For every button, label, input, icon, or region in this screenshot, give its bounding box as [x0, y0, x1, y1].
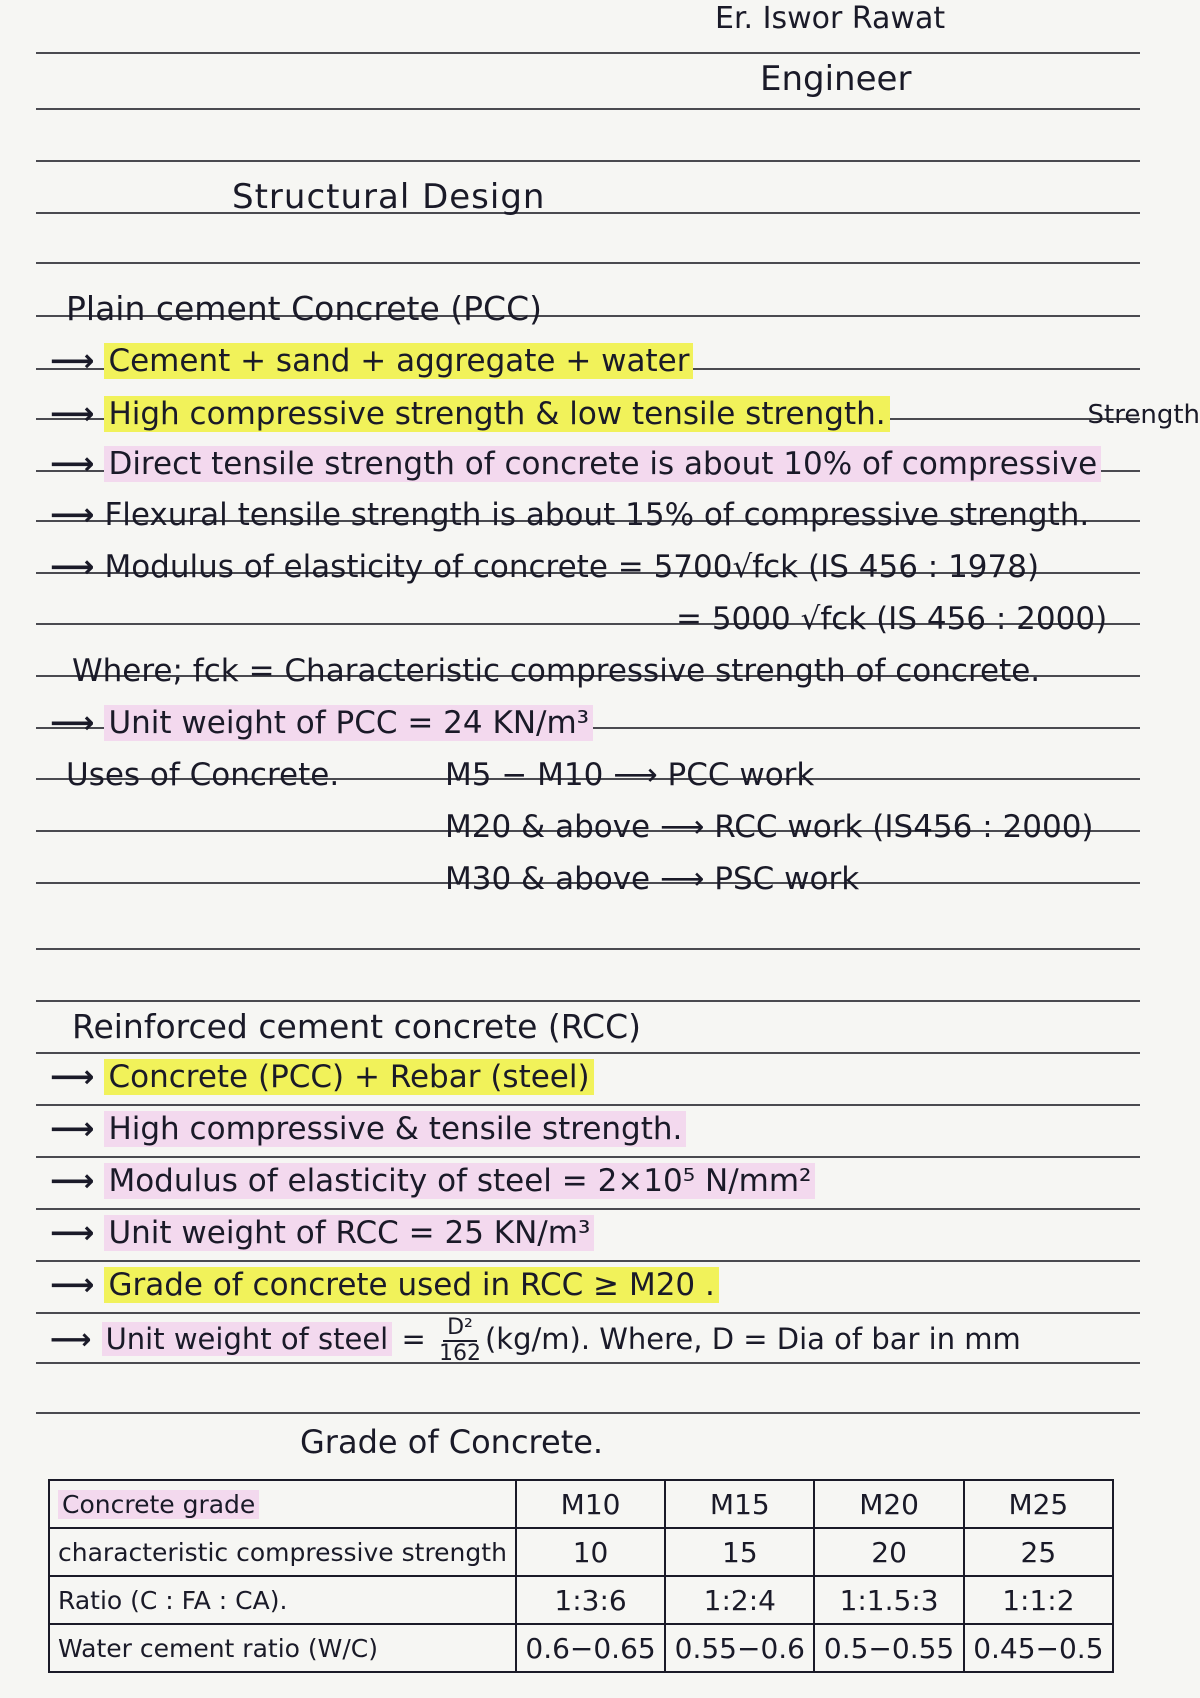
author-name: Er. Iswor Rawat: [715, 1, 946, 36]
ruled-line: [36, 212, 1140, 214]
table-cell: M20: [814, 1480, 963, 1528]
ruled-line: [36, 1208, 1140, 1210]
pcc-line-6: = 5000 √fck (IS 456 : 2000): [676, 601, 1108, 637]
steel-weight-label: Unit weight of steel: [102, 1322, 393, 1356]
ruled-line: [36, 108, 1140, 110]
steel-weight-rest: (kg/m). Where, D = Dia of bar in mm: [484, 1322, 1021, 1357]
pcc-line-text: Flexural tensile strength is about 15% of compressive strength.: [104, 497, 1090, 533]
table-cell: M10: [516, 1480, 665, 1528]
arrow-right-icon: ⟶: [50, 1059, 95, 1095]
author-role: Engineer: [760, 59, 912, 99]
table-cell: [49, 1480, 516, 1528]
table-row: [49, 1624, 1113, 1672]
rcc-line-3: [50, 1164, 815, 1200]
table-cell: Ratio (C : FA : CA).: [49, 1576, 516, 1624]
arrow-right-icon: ⟶: [50, 549, 95, 585]
pcc-line-2: [50, 397, 890, 433]
pcc-line-text: Modulus of elasticity of concrete = 5700√fck (IS 456 : 1978): [104, 549, 1040, 585]
rcc-line-text: Modulus of elasticity of steel = 2×10⁵ N/mm²: [104, 1163, 815, 1199]
rcc-line-steel: [50, 1316, 1021, 1366]
grade-table-title: Grade of Concrete.: [300, 1423, 604, 1461]
rcc-line-text: Concrete (PCC) + Rebar (steel): [104, 1059, 593, 1095]
pcc-line-7: Where; fck = Characteristic compressive strength of concrete.: [72, 653, 1041, 689]
ruled-line: [36, 1412, 1140, 1414]
arrow-right-icon: ⟶: [50, 705, 95, 741]
pcc-line-text: Direct tensile strength of concrete is about 10% of compressive: [104, 446, 1101, 482]
pcc-line-text: High compressive strength & low tensile strength.: [104, 396, 889, 432]
rcc-line-text: Unit weight of RCC = 25 KN/m³: [104, 1215, 594, 1251]
pcc-line-3: [50, 447, 1101, 483]
ruled-line: [36, 52, 1140, 54]
pcc-line-text: Unit weight of PCC = 24 KN/m³: [104, 705, 593, 741]
arrow-right-icon: ⟶: [50, 1111, 95, 1147]
table-cell: 0.5−0.55: [814, 1624, 963, 1672]
ruled-line: [36, 262, 1140, 264]
ruled-line: [36, 160, 1140, 162]
table-cell: 1:3:6: [516, 1576, 665, 1624]
table-cell: 0.6−0.65: [516, 1624, 665, 1672]
uses-item-2: M20 & above ⟶ RCC work (IS456 : 2000): [445, 809, 1094, 845]
fraction-numerator: D²: [443, 1316, 477, 1342]
equals-sign: =: [401, 1322, 426, 1357]
pcc-line-text: Cement + sand + aggregate + water: [104, 343, 693, 379]
rcc-line-text: High compressive & tensile strength.: [104, 1111, 686, 1147]
table-row: [49, 1528, 1113, 1576]
rcc-line-4: [50, 1216, 594, 1252]
table-cell: 15: [665, 1528, 814, 1576]
pcc-line-4: [50, 498, 1089, 534]
arrow-right-icon: ⟶: [50, 1267, 95, 1303]
rcc-line-5: [50, 1268, 719, 1304]
rcc-line-1: [50, 1060, 594, 1096]
table-cell: 25: [964, 1528, 1113, 1576]
arrow-right-icon: ⟶: [50, 497, 95, 533]
steel-weight-fraction: [439, 1316, 481, 1366]
grade-table: [48, 1479, 1114, 1673]
table-cell: M25: [964, 1480, 1113, 1528]
table-cell: 0.45−0.5: [964, 1624, 1113, 1672]
ruled-line: [36, 1312, 1140, 1314]
table-cell: 0.55−0.6: [665, 1624, 814, 1672]
table-cell: 1:2:4: [665, 1576, 814, 1624]
table-row: [49, 1480, 1113, 1528]
arrow-right-icon: ⟶: [50, 396, 95, 432]
uses-label: Uses of Concrete.: [66, 757, 340, 793]
arrow-right-icon: ⟶: [50, 343, 95, 379]
table-cell: characteristic compressive strength: [49, 1528, 516, 1576]
arrow-right-icon: ⟶: [50, 1215, 95, 1251]
table-cell: Water cement ratio (W/C): [49, 1624, 516, 1672]
uses-item-3: M30 & above ⟶ PSC work: [445, 861, 860, 897]
pcc-line-5: [50, 550, 1039, 586]
page-title: Structural Design: [232, 177, 546, 217]
arrow-right-icon: ⟶: [50, 1163, 95, 1199]
arrow-right-icon: ⟶: [50, 446, 95, 482]
ruled-line: [36, 1052, 1140, 1054]
ruled-line: [36, 1260, 1140, 1262]
pcc-heading: Plain cement Concrete (PCC): [66, 289, 543, 328]
margin-note: Strength: [1087, 400, 1200, 430]
ruled-line: [36, 1156, 1140, 1158]
ruled-line: [36, 1000, 1140, 1002]
ruled-line: [36, 948, 1140, 950]
table-cell: 1:1:2: [964, 1576, 1113, 1624]
table-cell: 10: [516, 1528, 665, 1576]
table-row: [49, 1576, 1113, 1624]
rcc-heading: Reinforced cement concrete (RCC): [72, 1007, 641, 1046]
fraction-denominator: 162: [438, 1341, 481, 1367]
table-cell: 20: [814, 1528, 963, 1576]
pcc-line-8: [50, 706, 593, 742]
uses-item-1: M5 − M10 ⟶ PCC work: [445, 757, 815, 793]
pcc-line-1: [50, 344, 693, 380]
rcc-line-text: Grade of concrete used in RCC ≥ M20 .: [104, 1267, 718, 1303]
ruled-line: [36, 1104, 1140, 1106]
cell-text: Concrete grade: [58, 1490, 259, 1519]
rcc-line-2: [50, 1112, 686, 1148]
table-cell: M15: [665, 1480, 814, 1528]
table-cell: 1:1.5:3: [814, 1576, 963, 1624]
arrow-right-icon: ⟶: [50, 1322, 92, 1357]
